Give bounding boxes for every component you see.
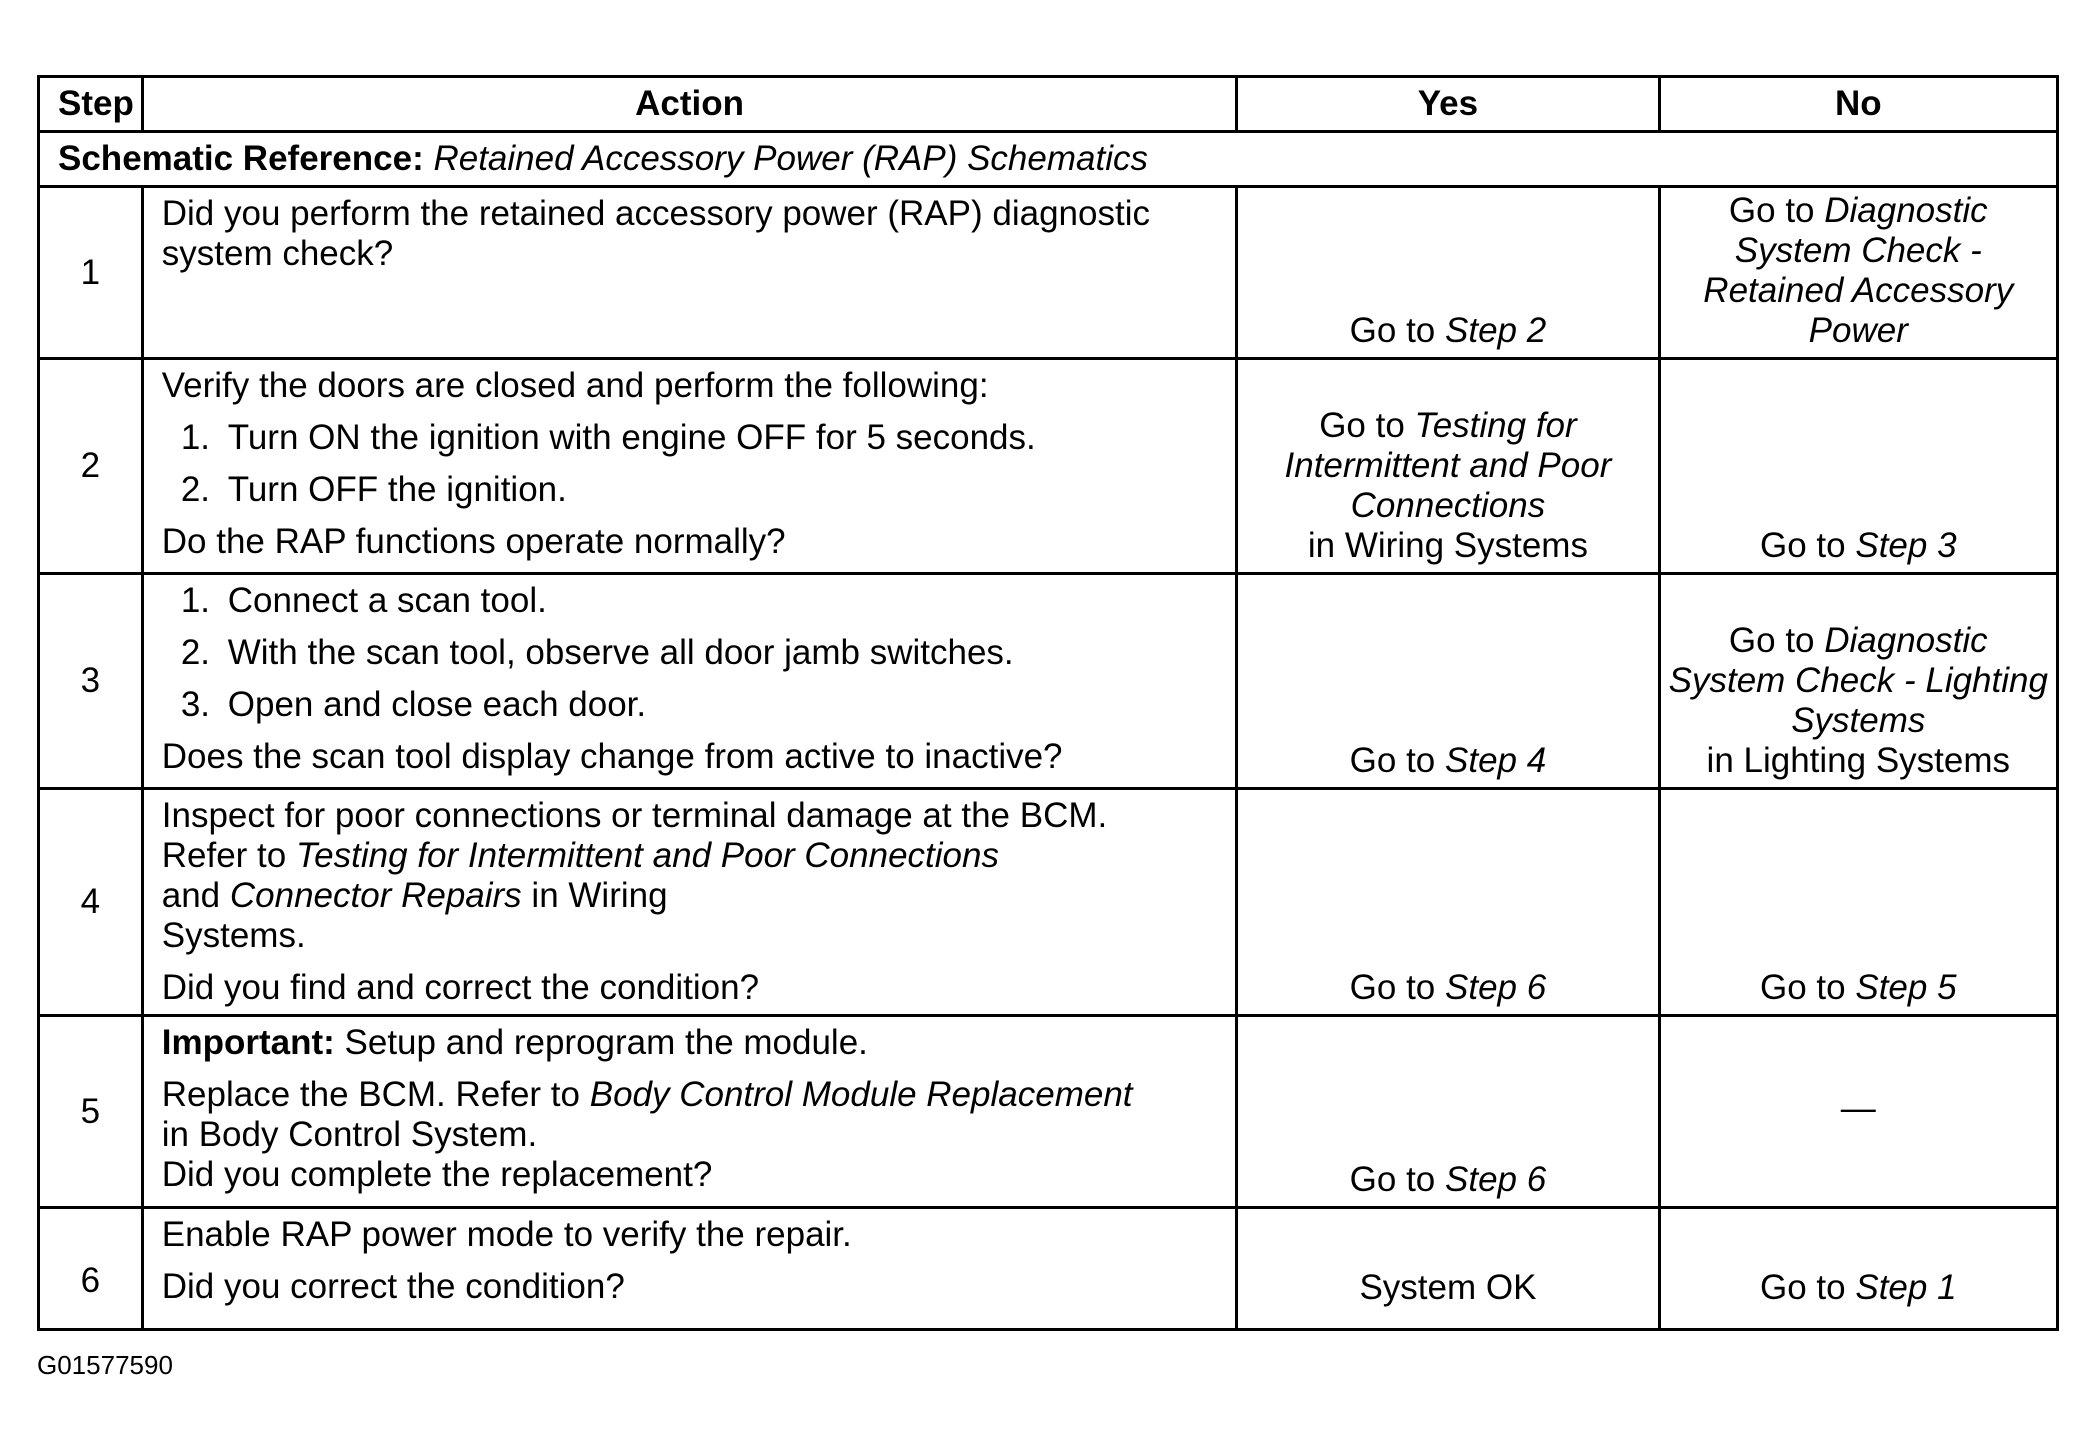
action-text: Inspect for poor connections or terminal damage at the BCM.	[161, 796, 1108, 835]
refer-suffix: in Wiring	[521, 876, 668, 915]
action-question: Did you complete the replacement?	[161, 1155, 713, 1194]
no-link[interactable]: Diagnostic System Check - Retained Accessory Power	[1703, 191, 2014, 350]
important-note	[162, 1023, 1218, 1063]
no-link[interactable]: Diagnostic System Check - Lighting Systems	[1668, 621, 2048, 740]
schematic-link[interactable]: Retained Accessory Power (RAP) Schematics	[433, 139, 1148, 178]
header-row	[39, 77, 2058, 132]
action-cell	[142, 1016, 1237, 1208]
no-cell	[1659, 1016, 2057, 1208]
list-item: 3. Open and close each door.	[220, 685, 1218, 725]
action-intro: Verify the doors are closed and perform the following:	[161, 366, 989, 405]
yes-link[interactable]: Step 2	[1445, 311, 1547, 350]
yes-prefix: Go to	[1349, 741, 1445, 780]
action-cell	[142, 187, 1237, 359]
step-number: 3	[39, 574, 143, 789]
no-prefix: Go to	[1760, 526, 1856, 565]
yes-text: System OK	[1359, 1268, 1537, 1307]
step-number: 2	[39, 359, 143, 574]
action-question: Did you correct the condition?	[161, 1267, 625, 1306]
table-row	[39, 187, 2058, 359]
replace-prefix: Replace the BCM. Refer to	[161, 1075, 590, 1114]
yes-prefix: Go to	[1349, 968, 1445, 1007]
schematic-label: Schematic Reference:	[58, 139, 424, 178]
action-cell	[142, 574, 1237, 789]
table-row	[39, 1208, 2058, 1330]
no-suffix: in Lighting Systems	[1706, 741, 2011, 780]
step-number: 5	[39, 1016, 143, 1208]
figure-id: G01577590	[37, 1350, 173, 1380]
action-question: Did you find and correct the condition?	[161, 968, 760, 1007]
important-text: Setup and reprogram the module.	[334, 1023, 868, 1062]
no-cell	[1659, 187, 2057, 359]
refer-link-connector[interactable]: Connector Repairs	[229, 876, 522, 915]
yes-link[interactable]: Step 6	[1445, 968, 1547, 1007]
yes-prefix: Go to	[1349, 311, 1445, 350]
schematic-reference	[39, 132, 2058, 187]
yes-cell	[1237, 1016, 1659, 1208]
table-row	[39, 789, 2058, 1016]
header-action: Action	[142, 77, 1237, 132]
yes-link[interactable]: Testing for Intermittent and Poor Connections	[1284, 406, 1612, 525]
no-link[interactable]: Step 5	[1855, 968, 1957, 1007]
refer-link-testing[interactable]: Testing for Intermittent and Poor Connections	[295, 836, 999, 875]
list-item: 1. Connect a scan tool.	[220, 581, 1218, 621]
action-refer	[162, 836, 1218, 956]
no-prefix: Go to	[1760, 968, 1856, 1007]
yes-prefix: Go to	[1349, 1160, 1445, 1199]
no-cell	[1659, 359, 2057, 574]
yes-cell	[1237, 187, 1659, 359]
no-prefix: Go to	[1760, 1268, 1856, 1307]
table-row	[39, 574, 2058, 789]
action-text: Enable RAP power mode to verify the repair.	[161, 1215, 852, 1254]
no-link[interactable]: Step 1	[1855, 1268, 1957, 1307]
action-cell	[142, 359, 1237, 574]
refer-end: Systems.	[161, 916, 306, 955]
step-number: 1	[39, 187, 143, 359]
list-item: 1. Turn ON the ignition with engine OFF for 5 seconds.	[220, 418, 1218, 458]
schematic-row	[39, 132, 2058, 187]
action-text: Did you perform the retained accessory power (RAP) diagnostic system check?	[161, 194, 1150, 273]
header-no: No	[1659, 77, 2057, 132]
action-question: Do the RAP functions operate normally?	[161, 522, 786, 561]
yes-cell	[1237, 359, 1659, 574]
list-item: 2. Turn OFF the ignition.	[220, 470, 1218, 510]
step-number: 6	[39, 1208, 143, 1330]
yes-cell	[1237, 574, 1659, 789]
action-replace	[162, 1075, 1218, 1155]
yes-link[interactable]: Step 6	[1445, 1160, 1547, 1199]
yes-cell	[1237, 789, 1659, 1016]
yes-link[interactable]: Step 4	[1445, 741, 1547, 780]
action-cell	[142, 1208, 1237, 1330]
replace-suffix: in Body Control System.	[161, 1115, 538, 1154]
no-cell	[1659, 1208, 2057, 1330]
refer-prefix: Refer to	[161, 836, 296, 875]
no-dash: —	[1840, 1088, 1876, 1128]
yes-suffix: in Wiring Systems	[1307, 526, 1588, 565]
no-prefix: Go to	[1728, 191, 1825, 230]
no-prefix: Go to	[1728, 621, 1825, 660]
action-list	[162, 418, 1218, 510]
action-list	[162, 581, 1218, 725]
yes-cell	[1237, 1208, 1659, 1330]
no-cell	[1659, 789, 2057, 1016]
diagnostic-table	[37, 75, 2059, 1331]
refer-and: and	[161, 876, 230, 915]
table-row	[39, 359, 2058, 574]
yes-prefix: Go to	[1319, 406, 1415, 445]
no-link[interactable]: Step 3	[1855, 526, 1957, 565]
important-label: Important:	[161, 1023, 335, 1062]
no-cell	[1659, 574, 2057, 789]
replace-link[interactable]: Body Control Module Replacement	[589, 1075, 1133, 1114]
table-row	[39, 1016, 2058, 1208]
list-item: 2. With the scan tool, observe all door jamb switches.	[220, 633, 1218, 673]
header-yes: Yes	[1237, 77, 1659, 132]
action-cell	[142, 789, 1237, 1016]
header-step: Step	[39, 77, 143, 132]
step-number: 4	[39, 789, 143, 1016]
action-question: Does the scan tool display change from active to inactive?	[161, 737, 1063, 776]
